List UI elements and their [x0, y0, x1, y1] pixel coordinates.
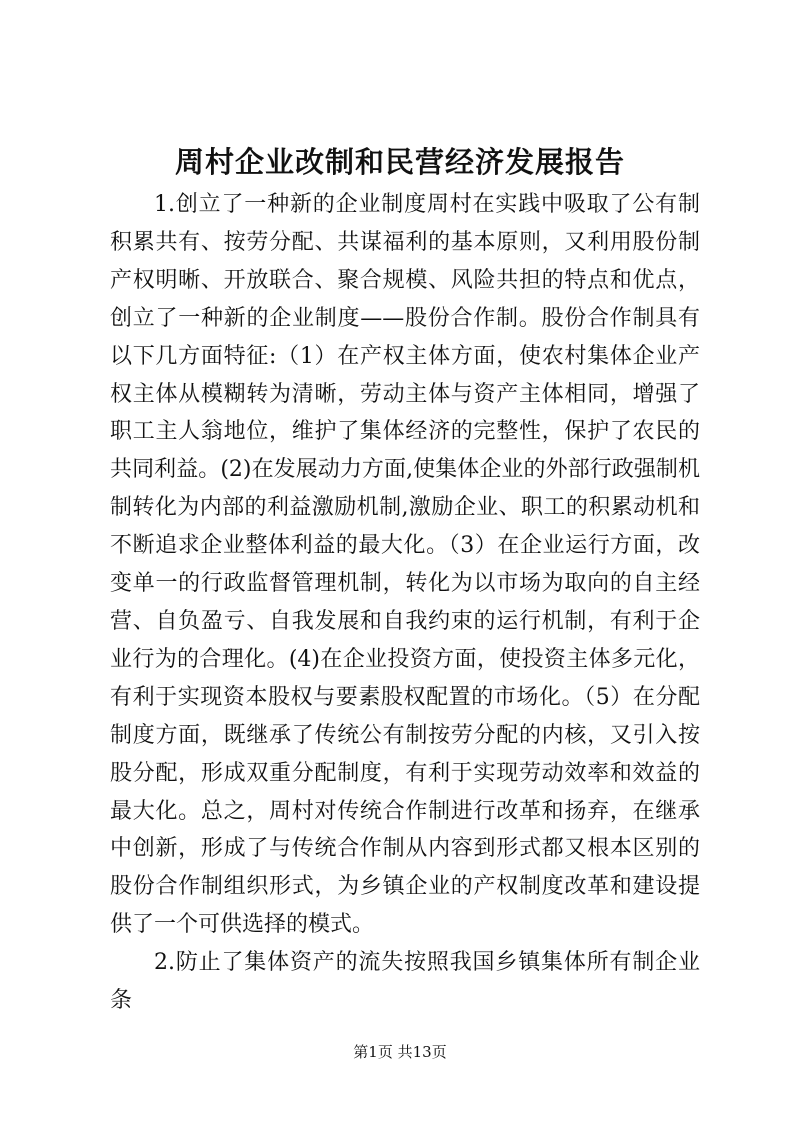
document-title: 周村企业改制和民营经济发展报告 — [174, 145, 625, 179]
page-number-footer: 第1页 共13页 — [353, 1043, 447, 1061]
document-body — [110, 186, 700, 1020]
body-paragraph: 2.防止了集体资产的流失按照我国乡镇集体所有制企业条 — [110, 950, 700, 1014]
body-paragraph: 1.创立了一种新的企业制度周村在实践中吸取了公有制积累共有、按劳分配、共谋福利的基本原则，又利用股份制产权明晰、开放联合、聚合规模、风险共担的特点和优点，创立了一种新的企业制度——股份合作制。股份合作制具有以下几方面特征:（1）在产权主体方面，使农村集体企业产权主体从模糊转为清晰，劳动主体与资产主体相同，增强了职工主人翁地位，维护了集体经济的完整性，保护了农民的共同利益。(2)在发展动力方面,使集体企业的外部行政强制机制转化为内部的利益激励机制,激励企业、职工的积累动机和不断追求企业整体利益的最大化。（3）在企业运行方面，改变单一的行政监督管理机制，转化为以市场为取向的自主经营、自负盈亏、自我发展和自我约束的运行机制，有利于企业行为的合理化。(4)在企业投资方面，使投资主体多元化，有利于实现资本股权与要素股权配置的市场化。（5）在分配制度方面，既继承了传统公有制按劳分配的内核，又引入按股分配，形成双重分配制度，有利于实现劳动效率和效益的最大化。总之，周村对传统合作制进行改革和扬弃，在继承中创新，形成了与传统合作制从内容到形式都又根本区别的股份合作制组织形式，为乡镇企业的产权制度改革和建设提供了一个可供选择的模式。 — [110, 192, 700, 938]
